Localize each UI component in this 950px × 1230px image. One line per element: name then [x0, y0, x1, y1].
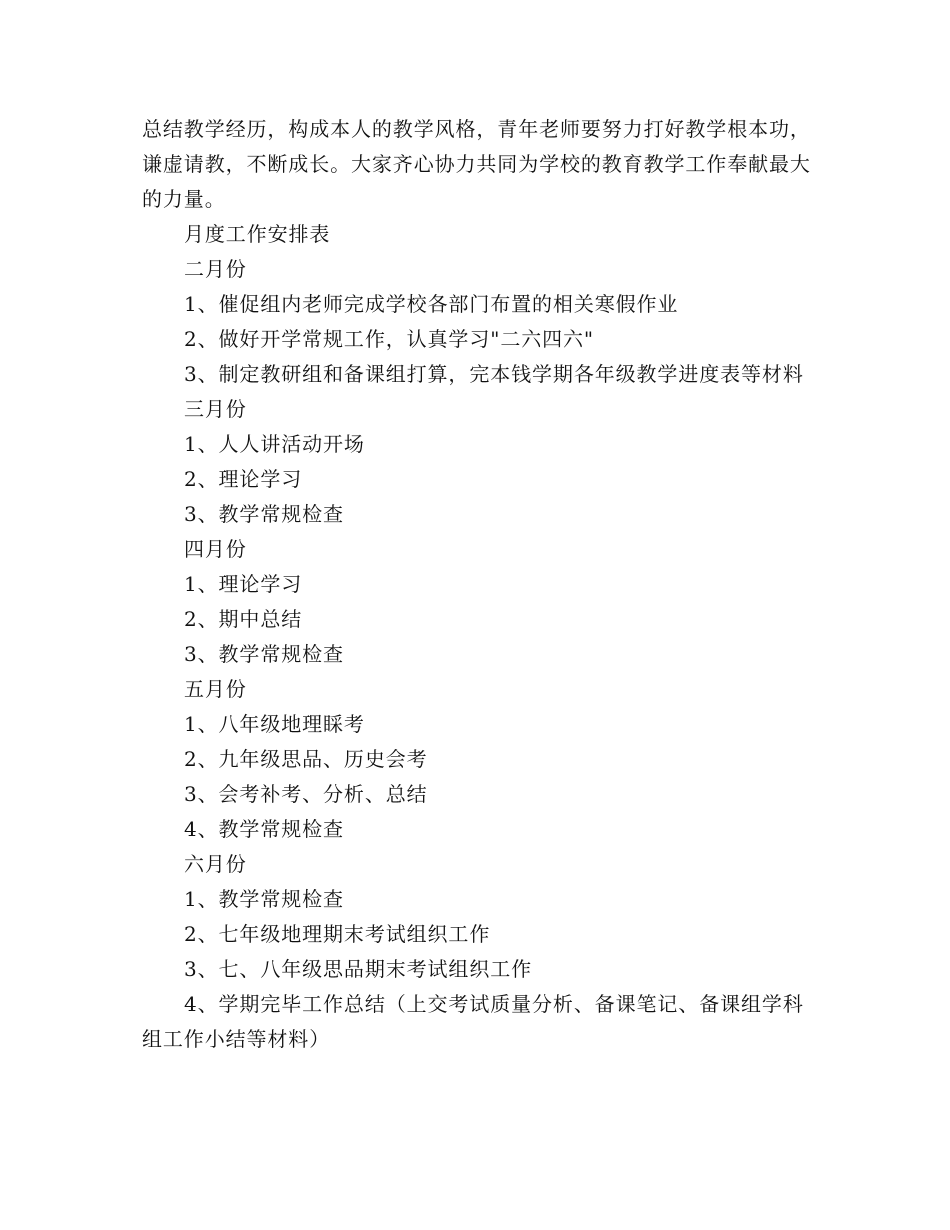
list-item: 2、九年级思品、历史会考: [184, 747, 428, 771]
list-item: 1、教学常规检查: [184, 887, 344, 911]
month-heading-february: 二月份: [184, 257, 247, 281]
list-item: 2、做好开学常规工作，认真学习"二六四六": [184, 327, 595, 351]
list-item: 1、理论学习: [184, 572, 303, 596]
list-item: 3、教学常规检查: [184, 642, 344, 666]
list-item: 2、期中总结: [184, 607, 303, 631]
paragraph-summary: 总结教学经历，构成本人的教学风格，青年老师要努力打好教学根本功，谦虚请教，不断成长。大家齐心协力共同为学校的教育教学工作奉献最大的力量。: [142, 117, 811, 211]
month-heading-april: 四月份: [184, 537, 247, 561]
list-item: 3、七、八年级思品期末考试组织工作: [184, 957, 533, 981]
list-item: 3、会考补考、分析、总结: [184, 782, 428, 806]
month-heading-june: 六月份: [184, 852, 247, 876]
month-heading-march: 三月份: [184, 397, 247, 421]
schedule-title: 月度工作安排表: [184, 222, 331, 246]
list-item: 4、学期完毕工作总结（上交考试质量分析、备课笔记、备课组学科组工作小结等材料）: [142, 992, 804, 1051]
document-body: [142, 112, 812, 1057]
list-item: 1、人人讲活动开场: [184, 432, 365, 456]
month-heading-may: 五月份: [184, 677, 247, 701]
list-item: 2、七年级地理期末考试组织工作: [184, 922, 491, 946]
list-item: 1、催促组内老师完成学校各部门布置的相关寒假作业: [184, 292, 679, 316]
list-item: 2、理论学习: [184, 467, 303, 491]
list-item: 3、制定教研组和备课组打算，完本钱学期各年级教学进度表等材料: [184, 362, 804, 386]
list-item: 4、教学常规检查: [184, 817, 344, 841]
list-item: 1、八年级地理睬考: [184, 712, 365, 736]
list-item: 3、教学常规检查: [184, 502, 344, 526]
